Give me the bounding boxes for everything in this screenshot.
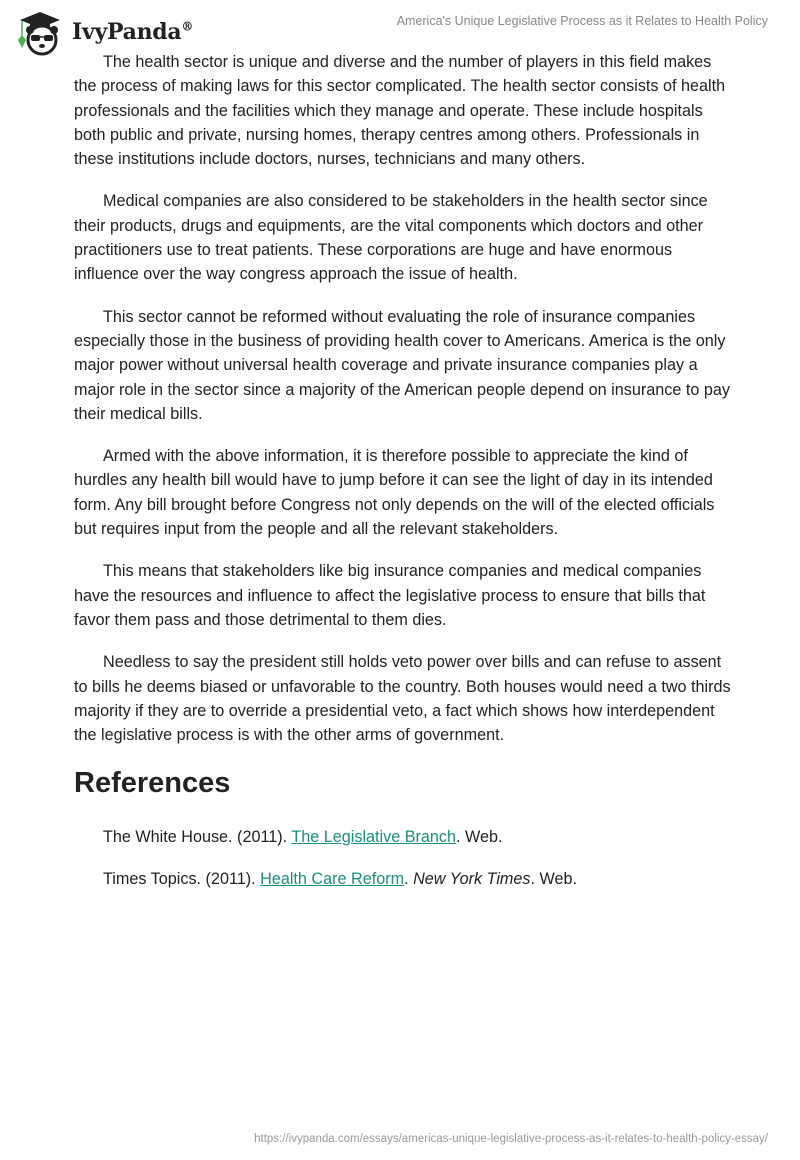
registered-mark: ®	[181, 19, 194, 34]
paragraph: Needless to say the president still holds veto power over bills and can refuse to assent to bills he deems biased or unfavorable to the country. Both houses would need a two thirds majority if they are to override a presidential veto, a fact which shows how interdependent the legislative process is with the other arms of government.	[74, 653, 731, 745]
paragraph: Armed with the above information, it is therefore possible to appreciate the kind of hurdles any health bill would have to jump before it can see the light of day in its intended form. Any bill brought before Congress not only depends on the will of the elected officials but requires input from the people and all the relevant stakeholders.	[74, 447, 715, 539]
essay-body	[74, 50, 734, 909]
reference-source: New York Times	[413, 870, 531, 889]
reference-text: . Web.	[456, 828, 503, 847]
reference-text: The White House. (2011).	[103, 828, 292, 847]
logo-text: IvyPanda	[72, 19, 182, 45]
ivypanda-logo[interactable]	[16, 8, 193, 56]
panda-logo-icon	[16, 8, 64, 56]
footer-url: https://ivypanda.com/essays/americas-unique-legislative-process-as-it-relates-to-health-policy-essay/	[254, 1133, 768, 1145]
reference-text: . Web.	[530, 870, 577, 889]
reference-link[interactable]: Health Care Reform	[260, 870, 405, 889]
paragraph: The health sector is unique and diverse and the number of players in this field makes the process of making laws for this sector complicated. The health sector consists of health professionals and the facilities which they manage and operate. These include hospitals both public and private, nursing homes, therapy centres among others. Professionals in these institutions include doctors, nurses, technicians and many others.	[74, 53, 726, 169]
references-heading: References	[74, 767, 231, 800]
paragraph: This sector cannot be reformed without evaluating the role of insurance companies especially those in the business of providing health cover to Americans. America is the only major power without universal health coverage and private insurance companies play a major role in the sector since a majority of the American people depend on insurance to pay their medical bills.	[74, 307, 730, 423]
reference-text: .	[404, 870, 414, 889]
document-title: America's Unique Legislative Process as it Relates to Health Policy	[396, 14, 768, 28]
reference-text: Times Topics. (2011).	[103, 870, 261, 889]
paragraph: This means that stakeholders like big insurance companies and medical companies have the resources and influence to affect the legislative process to ensure that bills that favor them pass and those detrimental to them dies.	[74, 562, 706, 629]
reference-item	[103, 825, 734, 849]
reference-link[interactable]: The Legislative Branch	[291, 828, 457, 847]
paragraph: Medical companies are also considered to be stakeholders in the health sector since their products, drugs and equipments, are the vital components which doctors and other practitioners use to treat patients. These corporations are huge and have enormous influence over the way congress approach the issue of health.	[74, 192, 708, 284]
reference-item	[103, 867, 734, 891]
